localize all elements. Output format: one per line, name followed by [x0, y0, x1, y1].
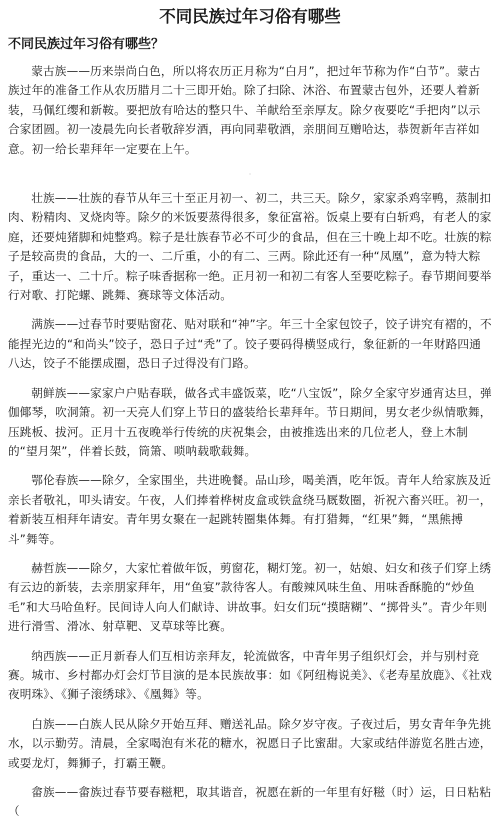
paragraph-zhuang: 壮族——壮族的春节从年三十至正月初一、初二，共三天。除夕，家家杀鸡宰鸭，蒸制扣肉、粉精肉、叉烧肉等。除夕的米饭要蒸得很多，象征富裕。饭桌上要有白斩鸡，有老人的家庭，还要炖猪脚和炖整鸡。粽子是壮族春节必不可少的食品，但在三十晚上却不吃。壮族的粽子是较高贵的食品，大的一、二斤重，小的有二、三两。除此还有一种“凤凰”，意为特大粽子，重达一、二十斤。粽子味香据称一绝。正月初一和初二有客人至要吃粽子。春节期间要举行对歌、打陀螺、跳舞、赛球等文体活动。: [8, 191, 492, 303]
paragraph-manchu: 满族——过春节时要贴窗花、贴对联和“神”字。年三十全家包饺子，饺子讲究有褶的，不能捏光边的“和尚头”饺子，恐日子过“秃”了。饺子要码得横竖成行，象征新的一年财路四通八达，饺子不能摆成圈，恐日子过得没有门路。: [8, 317, 492, 371]
paragraph-mongolian: 蒙古族——历来崇尚白色，所以将农历正月称为“白月”，把过年节称为作“白节”。蒙古族过年的准备工作从农历腊月二十三即开始。除了扫除、沐浴、布置蒙古包外，还要人着新装，马佩红缨和新鞍。要把放有哈达的整只牛、羊献给至亲厚友。除夕夜要吃“手把肉”以示合家团圆。初一凌晨先向长者敬辞岁酒，再向同辈敬酒，亲朋间互赠哈达，恭贺新年吉祥如意。初一给长辈拜年一定要在上午。: [8, 64, 481, 156]
paragraph-oroqen: 鄂伦春族——除夕，全家围坐，共进晚餐。品山珍，喝美酒，吃年饭。青年人给家族及近亲长者敬礼，叩头请安。午夜，人们捧着桦树皮盒或铁盒绕马厩数圈，祈祝六畜兴旺。初一，着新装互相拜年请安。青年男女聚在一起跳转圈集体舞。有打猎舞，“红果”舞，“黑熊搏斗”舞等。: [8, 473, 492, 546]
article-title: 不同民族过年习俗有哪些: [159, 7, 341, 26]
paragraph-she: 畲族——畲族过春节要春糍粑，取其谐音，祝愿在新的一年里有好糍（时）运，日日粘粘（: [8, 785, 492, 819]
separator-dot: ·: [248, 170, 252, 180]
article-subtitle: 不同民族过年习俗有哪些？: [8, 37, 165, 52]
paragraph-naxi: 纳西族——正月新春人们互相访亲拜友，轮流做客，中青年男子组织灯会，并与别村竞赛。城市、乡村都办灯会灯节目演的是本民族故事：如《阿纽梅说美》、《老寿星放鹿》、《社戏夜明珠》、《狮子滚绣球》、《凰舞》等。: [8, 648, 492, 702]
paragraph-bai: 白族——白族人民从除夕开始互拜、赠送礼品。除夕岁守夜。子夜过后，男女青年争先挑水，以示勤劳。清晨，全家喝泡有米花的糖水，祝愿日子比蜜甜。大家或结伴游览名胜古迹，或耍龙灯，舞狮子，打霸王鞭。: [8, 716, 492, 770]
paragraph-hezhe: 赫哲族——除夕，大家忙着做年饭，剪窗花，糊灯笼。初一，姑娘、妇女和孩子们穿上绣有云边的新装，去亲朋家拜年，用“鱼宴”款待客人。有酸辣风味生鱼、用味香酥脆的“炒鱼毛”和大马哈鱼籽。民间诗人向人们献诗、讲故事。妇女们玩“摸瞎糊”、“掷骨头”。青少年则进行滑雪、滑冰、射草靶、叉草球等比赛。: [8, 560, 492, 634]
paragraph-korean: 朝鲜族——家家户户贴春联，做各式丰盛饭菜，吃“八宝饭”，除夕全家守岁通宵达旦，弹伽倻琴，吹洞箫。初一天亮人们穿上节日的盛装给长辈拜年。节日期间，男女老少纵情歌舞，压跳板、拔河。正月十五夜晚举行传统的庆祝集会，由被推选出来的几位老人，登上木制的“望月架”，伴着长鼓，筒箫、唢呐载歌载舞。: [8, 385, 492, 458]
